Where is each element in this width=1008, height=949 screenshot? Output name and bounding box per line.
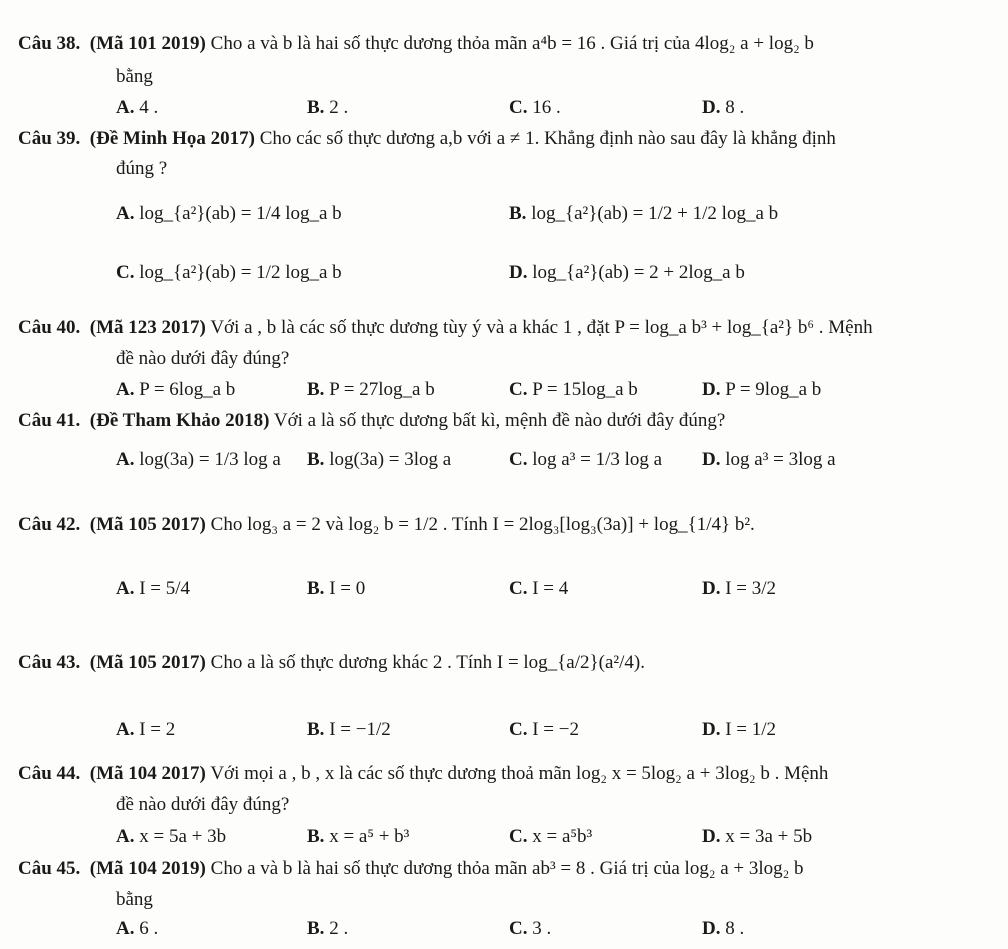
question-text: Cho các số thực dương a,b với a ≠ 1. Khẳng định nào sau đây là khẳng định: [259, 128, 836, 149]
option-d[interactable]: D. log a³ = 3log a: [702, 449, 836, 470]
question-45: [18, 858, 804, 880]
question-number: Câu 41.: [18, 410, 81, 431]
option-c[interactable]: C. P = 15log_a b: [509, 379, 638, 400]
option-a[interactable]: A. 4 .: [116, 97, 159, 118]
question-38-cont: bằng: [116, 66, 153, 87]
option-d[interactable]: D. I = 1/2: [702, 719, 777, 740]
question-source: (Mã 123 2017): [89, 317, 206, 338]
option-b[interactable]: B. 2 .: [307, 97, 349, 118]
option-d[interactable]: D. P = 9log_a b: [702, 379, 822, 400]
question-38: [18, 33, 814, 55]
question-40: [18, 317, 873, 339]
question-40-cont: đề nào dưới đây đúng?: [116, 348, 290, 369]
question-41: [18, 410, 725, 432]
question-39: [18, 128, 836, 150]
option-a[interactable]: A. x = 5a + 3b: [116, 826, 227, 847]
option-c[interactable]: C. log_{a²}(ab) = 1/2 log_a b: [116, 262, 342, 283]
option-d[interactable]: D. log_{a²}(ab) = 2 + 2log_a b: [509, 262, 745, 283]
option-a[interactable]: A. log_{a²}(ab) = 1/4 log_a b: [116, 203, 342, 224]
question-source: (Mã 105 2017): [89, 652, 206, 673]
question-text: Với mọi a , b , x là các số thực dương thoả mãn log₂ x = 5log₂ a + 3log₂ b . Mệnh: [210, 763, 829, 784]
option-a[interactable]: A. P = 6log_a b: [116, 379, 236, 400]
option-b[interactable]: B. log(3a) = 3log a: [307, 449, 452, 470]
question-42: [18, 514, 755, 536]
option-d[interactable]: D. 8 .: [702, 97, 745, 118]
question-source: (Đề Tham Khảo 2018): [89, 410, 270, 431]
option-b[interactable]: B. 2 .: [307, 918, 349, 939]
option-b[interactable]: B. log_{a²}(ab) = 1/2 + 1/2 log_a b: [509, 203, 779, 224]
question-text: Với a là số thực dương bất kì, mệnh đề nào dưới đây đúng?: [273, 410, 726, 431]
question-text: Cho a và b là hai số thực dương thỏa mãn a⁴b = 16 . Giá trị của 4log₂ a + log₂ b: [210, 33, 814, 54]
question-44: [18, 763, 828, 785]
question-39-cont: đúng ?: [116, 158, 168, 179]
option-c[interactable]: C. x = a⁵b³: [509, 826, 593, 847]
question-number: Câu 40.: [18, 317, 81, 338]
question-number: Câu 45.: [18, 858, 81, 879]
question-number: Câu 42.: [18, 514, 81, 535]
question-number: Câu 44.: [18, 763, 81, 784]
option-b[interactable]: B. x = a⁵ + b³: [307, 826, 410, 847]
option-b[interactable]: B. I = −1/2: [307, 719, 391, 740]
option-c[interactable]: C. 16 .: [509, 97, 561, 118]
question-source: (Mã 105 2017): [89, 514, 206, 535]
option-c[interactable]: C. 3 .: [509, 918, 552, 939]
option-c[interactable]: C. log a³ = 1/3 log a: [509, 449, 663, 470]
question-text: Cho a và b là hai số thực dương thỏa mãn ab³ = 8 . Giá trị của log₂ a + 3log₂ b: [210, 858, 804, 879]
option-a[interactable]: A. log(3a) = 1/3 log a: [116, 449, 281, 470]
question-43: [18, 652, 645, 674]
option-b[interactable]: B. P = 27log_a b: [307, 379, 435, 400]
option-c[interactable]: C. I = 4: [509, 578, 569, 599]
option-b[interactable]: B. I = 0: [307, 578, 366, 599]
question-source: (Mã 104 2019): [89, 858, 206, 879]
question-number: Câu 39.: [18, 128, 81, 149]
option-c[interactable]: C. I = −2: [509, 719, 579, 740]
option-d[interactable]: D. 8 .: [702, 918, 745, 939]
question-text: Cho a là số thực dương khác 2 . Tính I = log_{a/2}(a²/4).: [210, 652, 645, 673]
question-source: (Mã 101 2019): [89, 33, 206, 54]
question-text: Với a , b là các số thực dương tùy ý và a khác 1 , đặt P = log_a b³ + log_{a²} b⁶ . Mệnh: [210, 317, 873, 338]
question-44-cont: đề nào dưới đây đúng?: [116, 794, 290, 815]
question-text: Cho log₃ a = 2 và log₂ b = 1/2 . Tính I = 2log₃[log₃(3a)] + log_{1/4} b².: [210, 514, 755, 535]
option-d[interactable]: D. I = 3/2: [702, 578, 777, 599]
question-source: (Đề Minh Họa 2017): [89, 128, 255, 149]
question-number: Câu 38.: [18, 33, 81, 54]
option-a[interactable]: A. 6 .: [116, 918, 159, 939]
question-source: (Mã 104 2017): [89, 763, 206, 784]
question-number: Câu 43.: [18, 652, 81, 673]
option-d[interactable]: D. x = 3a + 5b: [702, 826, 813, 847]
option-a[interactable]: A. I = 2: [116, 719, 176, 740]
option-a[interactable]: A. I = 5/4: [116, 578, 191, 599]
question-45-cont: bằng: [116, 889, 153, 910]
